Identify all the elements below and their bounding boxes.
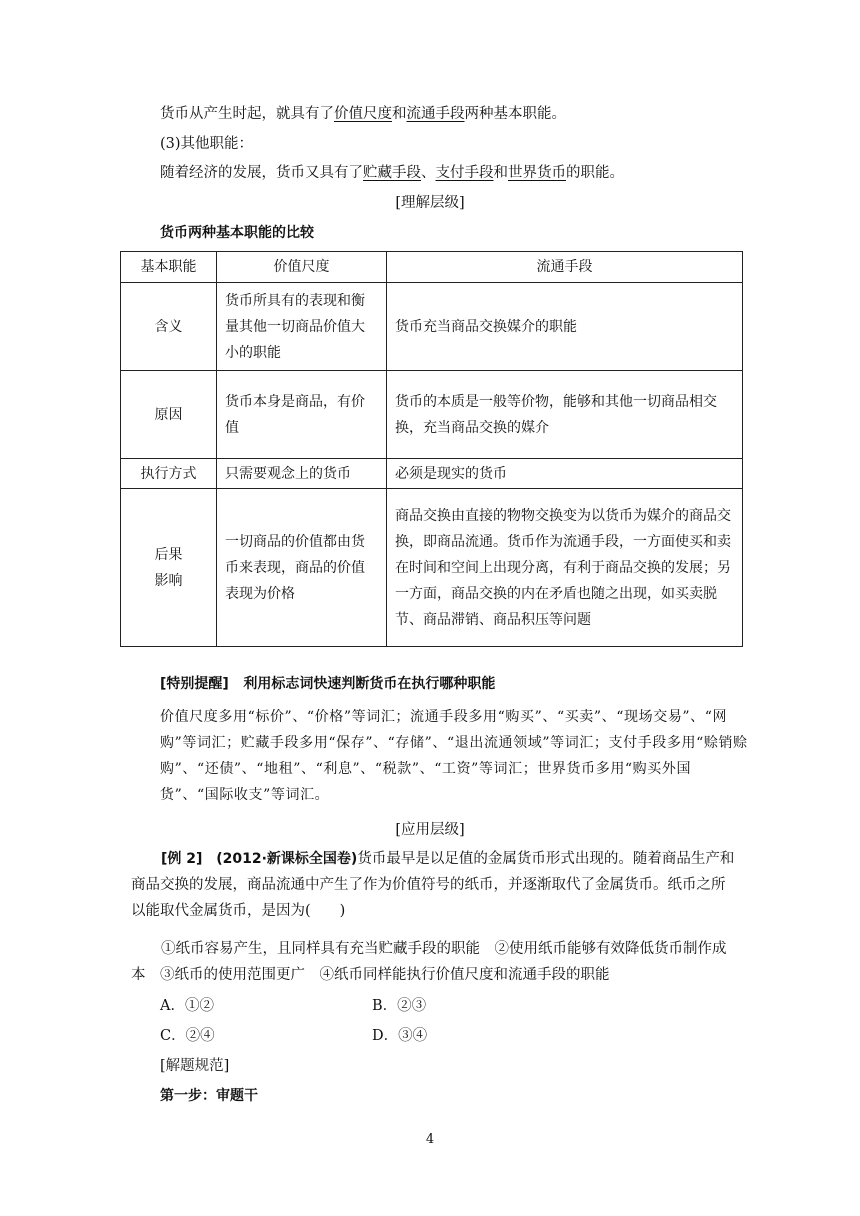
underlined-term: 支付手段 <box>435 165 494 181</box>
underlined-term: 价值尺度 <box>334 106 392 122</box>
table-cell: 必须是现实的货币 <box>387 459 743 489</box>
comparison-table <box>120 251 743 647</box>
header-cell: 流通手段 <box>387 252 743 283</box>
table-cell: 商品交换由直接的物物交换变为以货币为媒介的商品交换，即商品流通。货币作为流通手段，一方面使买和卖在时间和空间上出现分离，有利于商品交换的发展；另一方面，商品交换的内在矛盾也随之出现，如买卖脱节、商品滞销、商品积压等问题 <box>387 489 743 647</box>
header-cell: 价值尺度 <box>217 252 387 283</box>
option-letter: D． <box>372 1028 399 1044</box>
option-letter: B． <box>372 998 398 1014</box>
table-row <box>121 283 743 371</box>
option-letter: C． <box>160 1028 186 1044</box>
paragraph-other-functions <box>160 163 624 183</box>
option-text: ①② <box>184 998 214 1014</box>
table-row <box>121 489 743 647</box>
underlined-term: 贮藏手段 <box>363 165 421 181</box>
text: 随着经济的发展，货币又具有了 <box>160 165 363 181</box>
row-label: 执行方式 <box>121 459 217 489</box>
text: 的职能。 <box>566 165 624 181</box>
level-label-understanding: [理解层级] <box>395 195 465 211</box>
example-statements: ①纸币容易产生，且同样具有充当贮藏手段的职能 ②使用纸币能够有效降低货币制作成本 ③纸币的使用范围更广 ④纸币同样能执行价值尺度和流通手段的职能 <box>131 941 727 983</box>
text: 和 <box>493 165 508 181</box>
option-letter: A． <box>160 998 185 1014</box>
table-cell: 货币的本质是一般等价物，能够和其他一切商品相交换，充当商品交换的媒介 <box>387 371 743 459</box>
tip-tag: [特别提醒] <box>160 676 229 692</box>
row-label: 含义 <box>121 283 217 371</box>
underlined-term: 流通手段 <box>406 106 465 122</box>
example-tag: [例 2] <box>161 851 203 867</box>
table-row <box>121 371 743 459</box>
option-a <box>160 996 214 1016</box>
row-label-line: 影响 <box>154 572 183 589</box>
underlined-term: 世界货币 <box>508 165 566 181</box>
text: 、 <box>421 165 436 181</box>
table-row <box>121 459 743 489</box>
option-text: ③④ <box>398 1028 428 1044</box>
paragraph-basic-functions <box>160 104 566 124</box>
text: 和 <box>392 106 407 122</box>
tip-text: 价值尺度多用“标价”、“价格”等词汇；流通手段多用“购买”、“买卖”、“现场交易”、“网购”等词汇；贮藏手段多用“保存”、“存储”、“退出流通领域”等词汇；支付手段多用“赊销赊购”、“还债”、“地租”、“利息”、“税款”、“工资”等词汇；世界货币多用“购买外国货”、“国际收支”等词汇。 <box>160 709 748 803</box>
other-functions-heading: (3)其他职能： <box>160 136 254 152</box>
example-text: 货币最早是以足值的金属货币形式出现的。随着商品生产和商品交换的发展，商品流通中产生了作为价值符号的纸币，并逐渐取代了金属货币。纸币之所以能取代金属货币，是因为( ) <box>131 851 735 919</box>
tip-title: 利用标志词快速判断货币在执行哪种职能 <box>243 676 496 692</box>
option-d <box>372 1026 427 1046</box>
text: 两种基本职能。 <box>464 106 566 122</box>
row-label-line: 后果 <box>154 546 183 563</box>
row-label: 原因 <box>121 371 217 459</box>
table-header-row <box>121 252 743 283</box>
option-c <box>160 1026 215 1046</box>
text: 货币从产生时起，就具有了 <box>160 106 334 122</box>
page-number: 4 <box>425 1132 435 1147</box>
example-question <box>131 846 736 924</box>
example-source: (2012·新课标全国卷) <box>216 851 358 867</box>
step-one-heading: 第一步：审题干 <box>160 1088 258 1104</box>
table-cell: 货币所具有的表现和衡量其他一切商品价值大小的职能 <box>217 283 387 371</box>
option-b <box>372 996 426 1016</box>
solve-tag: [解题规范] <box>160 1058 230 1074</box>
option-text: ②④ <box>185 1028 215 1044</box>
table-title: 货币两种基本职能的比较 <box>160 225 314 241</box>
table-cell: 货币本身是商品，有价值 <box>217 371 387 459</box>
table-cell: 货币充当商品交换媒介的职能 <box>387 283 743 371</box>
table-cell: 只需要观念上的货币 <box>217 459 387 489</box>
special-tip-heading <box>160 674 495 694</box>
table-cell: 一切商品的价值都由货币来表现，商品的价值表现为价格 <box>217 489 387 647</box>
option-text: ②③ <box>397 998 427 1014</box>
row-label <box>121 489 217 647</box>
level-label-application: [应用层级] <box>395 822 465 838</box>
header-cell: 基本职能 <box>121 252 217 283</box>
